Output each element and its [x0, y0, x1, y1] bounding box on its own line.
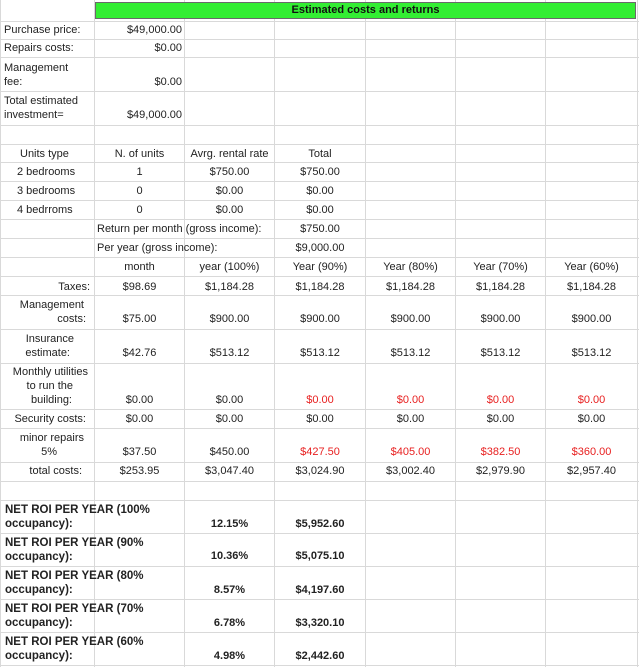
roi-amount[interactable]: $4,197.60 [295, 584, 345, 596]
roi-percent[interactable]: 10.36% [210, 550, 249, 562]
cost-cell[interactable]: $0.00 [215, 394, 244, 406]
unit-type-cell[interactable]: 2 bedrooms [17, 166, 76, 178]
month-header[interactable]: month [124, 261, 155, 273]
cost-cell[interactable]: $2,957.40 [567, 465, 616, 477]
grid-line [0, 219, 639, 220]
roi-percent[interactable]: 8.57% [213, 584, 246, 596]
grid-line [0, 57, 639, 58]
unit-rate-cell[interactable]: $0.00 [215, 204, 244, 216]
grid-line [0, 481, 639, 482]
cost-cell[interactable]: $513.12 [571, 347, 612, 359]
unit-type-cell[interactable]: 4 bedrroms [17, 204, 73, 216]
purchase-price-label[interactable]: Purchase price: [4, 24, 81, 36]
cost-cell[interactable]: $1,184.28 [567, 281, 616, 293]
grid-line [0, 632, 639, 633]
cost-cell[interactable]: $360.00 [571, 446, 612, 458]
unit-rate-cell[interactable]: $750.00 [209, 166, 250, 178]
cost-cell[interactable]: $3,024.90 [295, 465, 345, 477]
grid-line [0, 238, 639, 239]
grid-line [0, 665, 639, 666]
grid-line [0, 181, 639, 182]
unit-total-cell[interactable]: $0.00 [306, 204, 334, 216]
return-month-label[interactable]: Return per month (gross income): [97, 223, 262, 235]
grid-line [0, 257, 639, 258]
cost-cell[interactable]: $3,002.40 [386, 465, 435, 477]
grid-line [0, 162, 639, 163]
roi-label[interactable]: NET ROI PER YEAR (90% [5, 537, 144, 549]
grid-line [0, 363, 639, 364]
grid-line [0, 428, 639, 429]
cost-cell[interactable]: $900.00 [390, 313, 431, 325]
management-costs-label: costs: [57, 313, 86, 325]
cost-cell[interactable]: $513.12 [300, 347, 340, 359]
grid-line [0, 200, 639, 201]
cost-cell[interactable]: $900.00 [209, 313, 250, 325]
cost-cell[interactable]: $0.00 [125, 413, 154, 425]
cost-cell[interactable]: $405.00 [390, 446, 431, 458]
grid-line [0, 295, 639, 296]
cost-cell[interactable]: $0.00 [306, 413, 334, 425]
cost-cell[interactable]: $900.00 [571, 313, 612, 325]
cost-cell[interactable]: $0.00 [396, 413, 425, 425]
grid-line [0, 144, 639, 145]
roi-amount[interactable]: $3,320.10 [295, 617, 345, 629]
cost-cell[interactable]: $37.50 [122, 446, 157, 458]
roi-label: occupancy): [5, 617, 73, 629]
grid-line [0, 533, 639, 534]
cost-cell[interactable]: $427.50 [300, 446, 340, 458]
cost-cell[interactable]: $98.69 [122, 281, 157, 293]
unit-rate-cell[interactable]: $0.00 [215, 185, 244, 197]
grid-line [0, 39, 639, 40]
per-year-label[interactable]: Per year (gross income): [97, 242, 218, 254]
minor-repairs-label: 5% [41, 446, 57, 458]
cost-cell[interactable]: $253.95 [119, 465, 160, 477]
sheet-title-banner[interactable]: Estimated costs and returns [95, 2, 636, 19]
cost-cell[interactable]: $900.00 [300, 313, 340, 325]
management-fee-label[interactable]: Management [4, 62, 69, 74]
utilities-label: to run the [26, 380, 73, 392]
cost-cell[interactable]: $0.00 [486, 413, 515, 425]
year-100-header[interactable]: year (100%) [199, 261, 260, 273]
roi-amount[interactable]: $5,952.60 [295, 518, 345, 530]
cost-cell[interactable]: $1,184.28 [476, 281, 525, 293]
management-fee-label: fee: [4, 76, 23, 88]
purchase-price-value[interactable]: $49,000.00 [126, 24, 182, 36]
year-80-header[interactable]: Year (80%) [383, 261, 438, 273]
grid-line [0, 125, 639, 126]
grid-line [0, 329, 639, 330]
security-label[interactable]: Security costs: [14, 413, 86, 425]
unit-total-cell[interactable]: $0.00 [306, 185, 334, 197]
roi-label: occupancy): [5, 650, 73, 662]
roi-label[interactable]: NET ROI PER YEAR (70% [5, 603, 144, 615]
roi-label: occupancy): [5, 551, 73, 563]
year-70-header[interactable]: Year (70%) [473, 261, 528, 273]
grid-line [0, 21, 639, 22]
unit-count-cell[interactable]: 1 [136, 166, 143, 178]
total-investment-label: investment= [4, 109, 64, 121]
cost-cell[interactable]: $382.50 [480, 446, 521, 458]
roi-percent[interactable]: 12.15% [210, 518, 249, 530]
unit-total-cell[interactable]: $750.00 [300, 166, 340, 178]
year-90-header[interactable]: Year (90%) [292, 261, 348, 273]
roi-label[interactable]: NET ROI PER YEAR (80% [5, 570, 144, 582]
grid-line [0, 462, 639, 463]
unit-count-cell[interactable]: 0 [136, 204, 143, 216]
cost-cell[interactable]: $42.76 [122, 347, 157, 359]
cost-cell[interactable]: $0.00 [486, 394, 515, 406]
roi-label[interactable]: NET ROI PER YEAR (60% [5, 636, 144, 648]
roi-label: occupancy): [5, 518, 73, 530]
cost-cell[interactable]: $513.12 [209, 347, 250, 359]
management-fee-value[interactable]: $0.00 [154, 76, 182, 88]
cost-cell[interactable]: $513.12 [480, 347, 521, 359]
units-type-header[interactable]: Units type [20, 148, 69, 160]
total-costs-label[interactable]: total costs: [29, 465, 82, 477]
cost-cell[interactable]: $1,184.28 [205, 281, 254, 293]
units-count-header[interactable]: N. of units [114, 148, 165, 160]
grid-line [0, 566, 639, 567]
year-60-header[interactable]: Year (60%) [564, 261, 619, 273]
cost-cell[interactable]: $513.12 [390, 347, 431, 359]
insurance-label: estimate: [25, 347, 70, 359]
repairs-label[interactable]: Repairs costs: [4, 42, 74, 54]
cost-cell[interactable]: $0.00 [577, 394, 606, 406]
taxes-label[interactable]: Taxes: [58, 281, 90, 293]
grid-line [0, 599, 639, 600]
grid-line [0, 276, 639, 277]
roi-percent[interactable]: 4.98% [213, 650, 246, 662]
cost-cell[interactable]: $0.00 [215, 413, 244, 425]
total-investment-value[interactable]: $49,000.00 [126, 109, 182, 121]
cost-cell[interactable]: $900.00 [480, 313, 521, 325]
cost-cell[interactable]: $0.00 [306, 394, 334, 406]
roi-label[interactable]: NET ROI PER YEAR (100% [5, 504, 150, 516]
per-year-value[interactable]: $9,000.00 [295, 242, 345, 254]
cost-cell[interactable]: $0.00 [125, 394, 154, 406]
roi-amount[interactable]: $2,442.60 [295, 650, 345, 662]
cost-cell[interactable]: $450.00 [209, 446, 250, 458]
cost-cell[interactable]: $3,047.40 [205, 465, 254, 477]
grid-line [0, 500, 639, 501]
cost-cell[interactable]: $0.00 [577, 413, 606, 425]
roi-amount[interactable]: $5,075.10 [295, 550, 345, 562]
total-investment-label[interactable]: Total estimated [4, 95, 78, 107]
repairs-value[interactable]: $0.00 [154, 42, 182, 54]
grid-line [0, 409, 639, 410]
unit-count-cell[interactable]: 0 [136, 185, 143, 197]
cost-cell[interactable]: $75.00 [122, 313, 157, 325]
cost-cell[interactable]: $0.00 [396, 394, 425, 406]
grid-line [0, 91, 639, 92]
roi-label: occupancy): [5, 584, 73, 596]
management-costs-label[interactable]: Management [19, 299, 84, 311]
rental-rate-header[interactable]: Avrg. rental rate [190, 148, 269, 160]
return-month-value[interactable]: $750.00 [300, 223, 340, 235]
utilities-label[interactable]: Monthly utilities [12, 366, 88, 378]
roi-percent[interactable]: 6.78% [213, 617, 246, 629]
cost-cell[interactable]: $1,184.28 [295, 281, 345, 293]
cost-cell[interactable]: $2,979.90 [476, 465, 525, 477]
insurance-label[interactable]: Insurance [25, 333, 74, 345]
utilities-label: building: [31, 394, 72, 406]
units-total-header[interactable]: Total [308, 148, 332, 160]
unit-type-cell[interactable]: 3 bedrooms [17, 185, 76, 197]
cost-cell[interactable]: $1,184.28 [386, 281, 435, 293]
minor-repairs-label[interactable]: minor repairs [19, 432, 84, 444]
